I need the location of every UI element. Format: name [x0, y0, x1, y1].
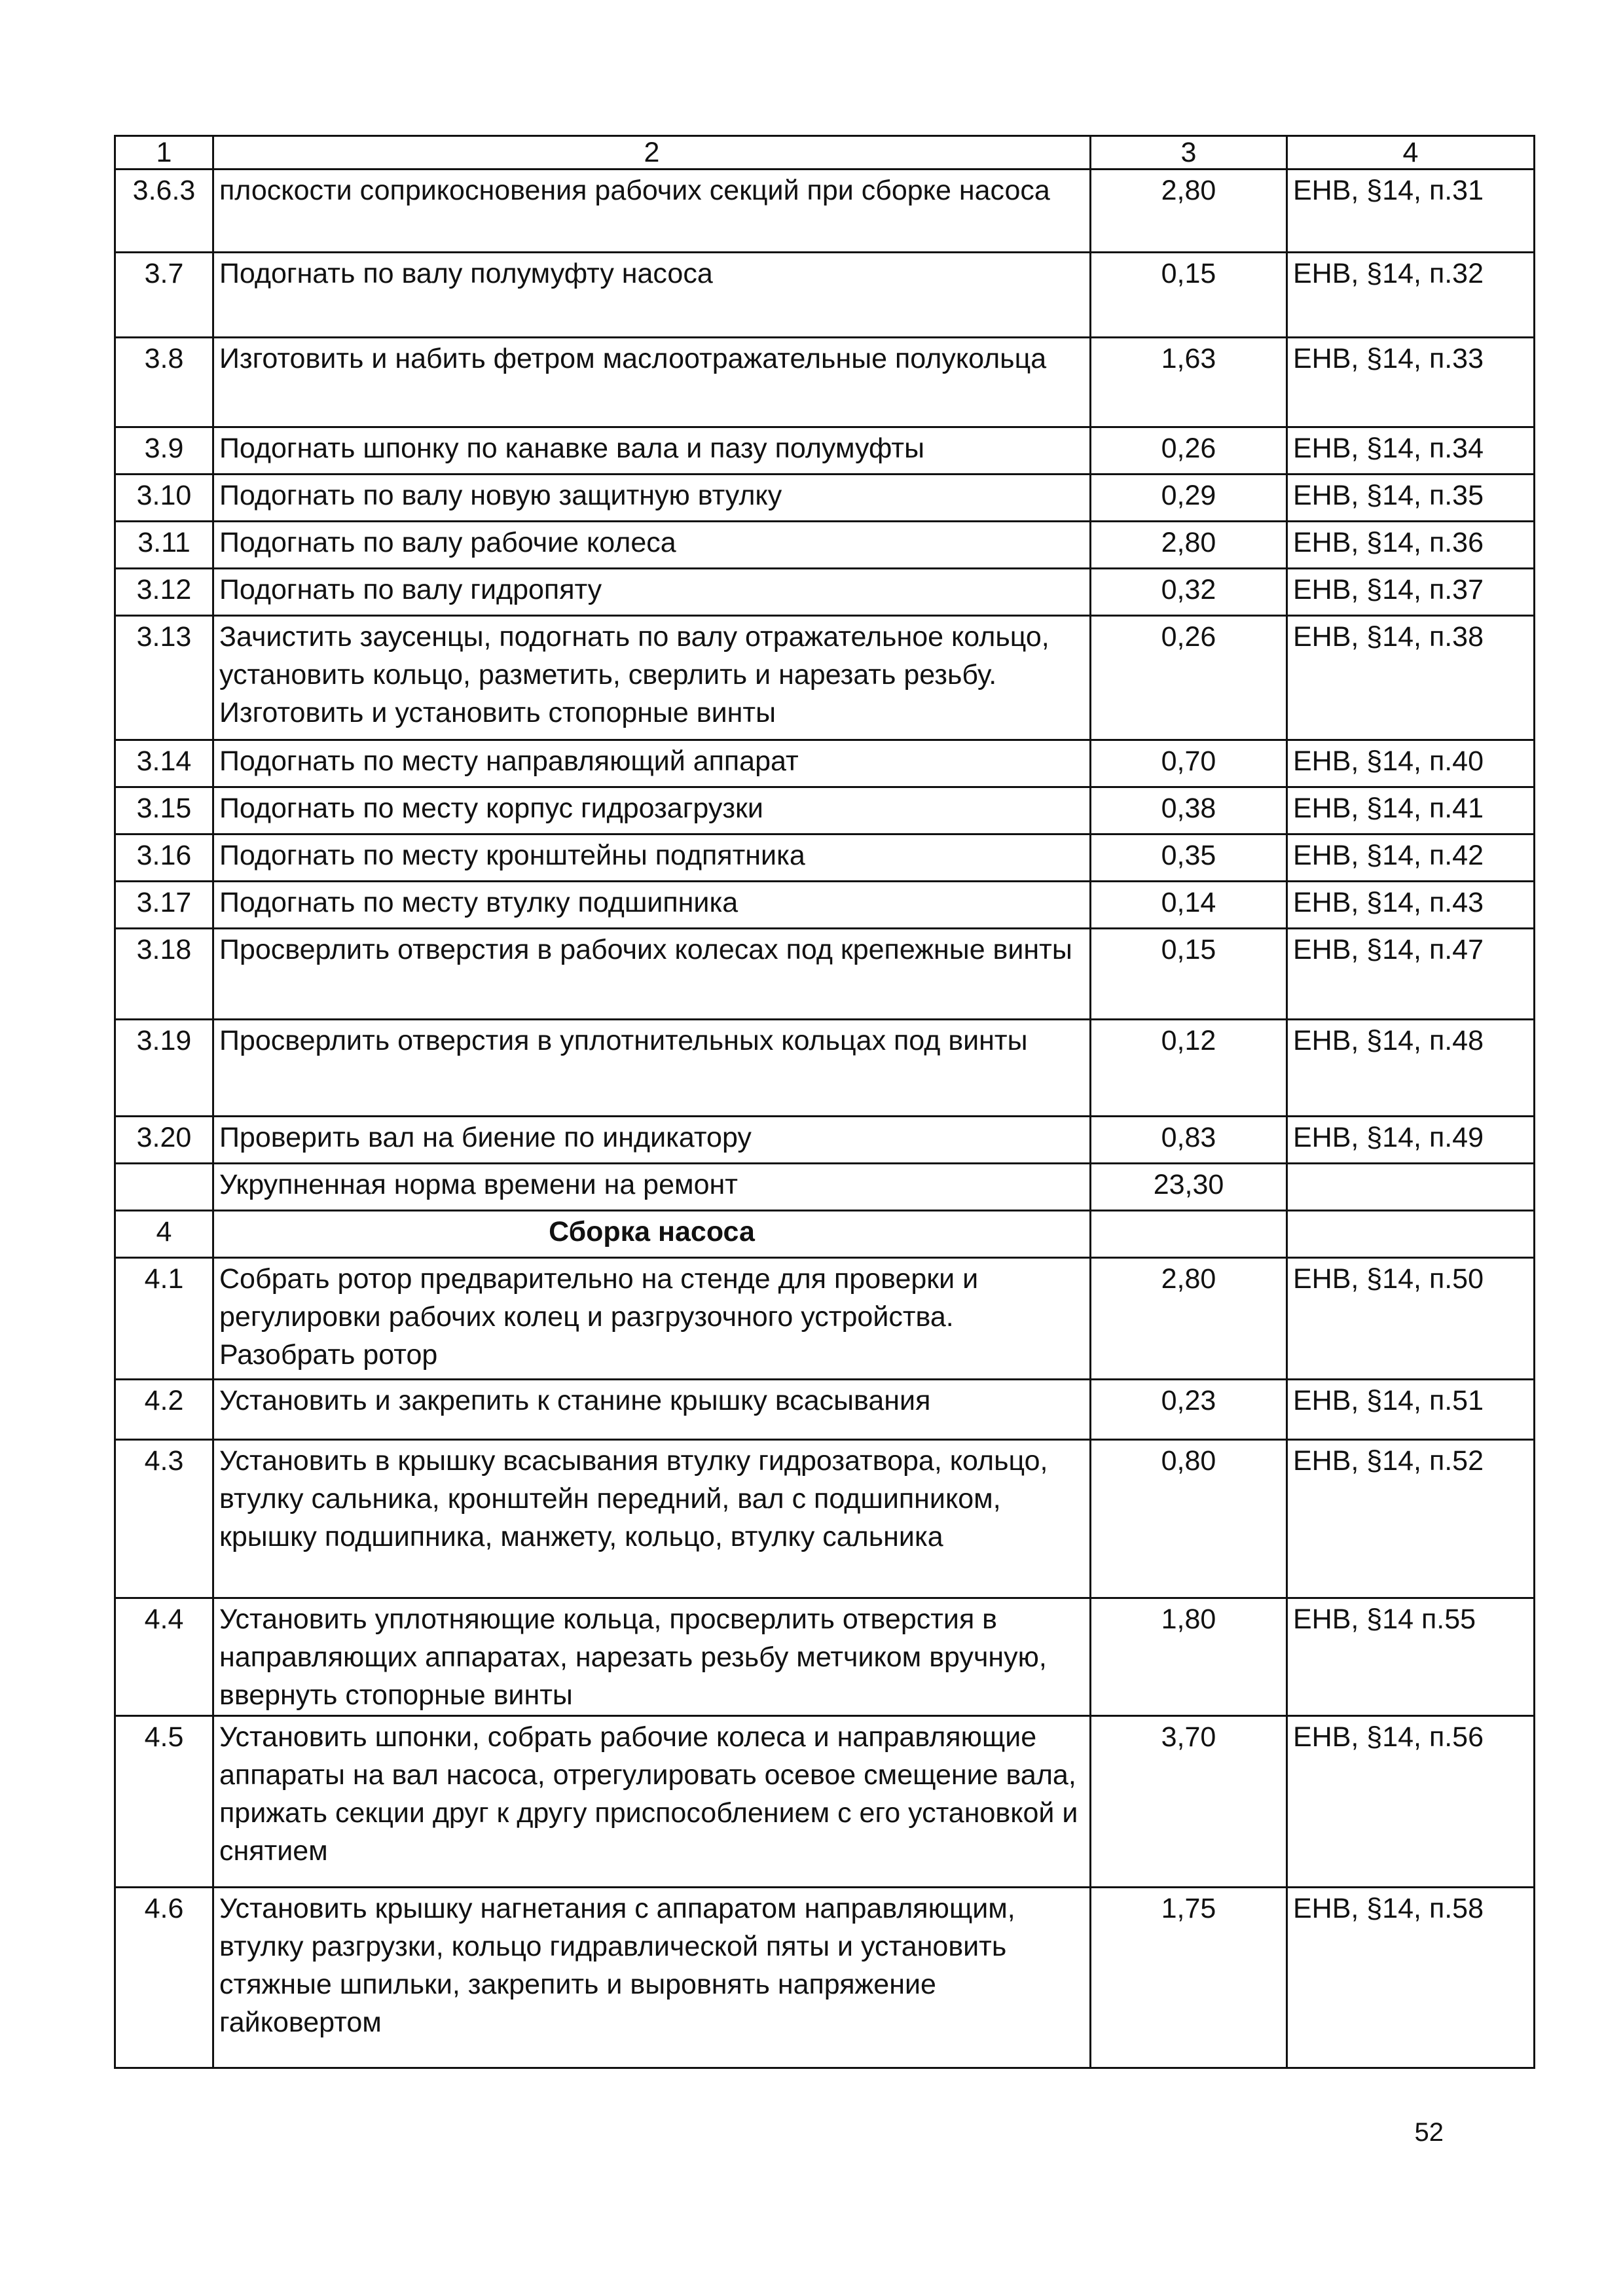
- row-number: [115, 1164, 213, 1211]
- time-norm-value: 0,80: [1091, 1440, 1287, 1598]
- table-row: [115, 338, 1535, 427]
- time-norm-value: 0,38: [1091, 787, 1287, 834]
- norm-reference: ЕНВ, §14, п.56: [1287, 1716, 1535, 1888]
- row-number: 3.13: [115, 616, 213, 740]
- table-row: [115, 1380, 1535, 1440]
- operation-description: Подогнать по месту направляющий аппарат: [213, 740, 1091, 787]
- row-number: 4.4: [115, 1598, 213, 1716]
- operation-description: Подогнать по валу гидропяту: [213, 569, 1091, 616]
- table-row: [115, 253, 1535, 338]
- norm-reference: ЕНВ, §14, п.41: [1287, 787, 1535, 834]
- table-row: [115, 1888, 1535, 2068]
- time-norm-value: 0,14: [1091, 882, 1287, 929]
- row-number: 4.2: [115, 1380, 213, 1440]
- table-row: [115, 522, 1535, 569]
- operation-description: Собрать ротор предварительно на стенде для проверки и регулировки рабочих колец и разгрузочного устройства. Разобрать ротор: [213, 1258, 1091, 1380]
- row-number: 4.5: [115, 1716, 213, 1888]
- total-row: [115, 1164, 1535, 1211]
- column-header-1: 1: [115, 136, 213, 170]
- operation-description: Зачистить заусенцы, подогнать по валу отражательное кольцо, установить кольцо, разметить, сверлить и нарезать резьбу. Изготовить и установить стопорные винты: [213, 616, 1091, 740]
- norm-reference: ЕНВ, §14, п.36: [1287, 522, 1535, 569]
- norm-reference: ЕНВ, §14 п.55: [1287, 1598, 1535, 1716]
- norm-reference: ЕНВ, §14, п.37: [1287, 569, 1535, 616]
- norm-reference: ЕНВ, §14, п.51: [1287, 1380, 1535, 1440]
- operation-description: Установить уплотняющие кольца, просверлить отверстия в направляющих аппаратах, нарезать резьбу метчиком вручную, ввернуть стопорные винты: [213, 1598, 1091, 1716]
- norm-reference: ЕНВ, §14, п.48: [1287, 1020, 1535, 1117]
- operation-description: Просверлить отверстия в уплотнительных кольцах под винты: [213, 1020, 1091, 1117]
- time-norm-value: 0,32: [1091, 569, 1287, 616]
- table-row: [115, 787, 1535, 834]
- section-number: 4: [115, 1211, 213, 1258]
- norm-reference: ЕНВ, §14, п.32: [1287, 253, 1535, 338]
- table-row: [115, 882, 1535, 929]
- operation-description: Подогнать по месту корпус гидрозагрузки: [213, 787, 1091, 834]
- column-header-3: 3: [1091, 136, 1287, 170]
- row-number: 3.7: [115, 253, 213, 338]
- time-norm-value: 0,15: [1091, 929, 1287, 1020]
- operation-description: Установить и закрепить к станине крышку всасывания: [213, 1380, 1091, 1440]
- table-row: [115, 834, 1535, 882]
- row-number: 3.9: [115, 427, 213, 475]
- table-row: [115, 427, 1535, 475]
- operation-description: Просверлить отверстия в рабочих колесах под крепежные винты: [213, 929, 1091, 1020]
- operation-description: Подогнать по валу новую защитную втулку: [213, 475, 1091, 522]
- time-norm-value: 1,63: [1091, 338, 1287, 427]
- norm-reference: ЕНВ, §14, п.35: [1287, 475, 1535, 522]
- section-header-row: [115, 1211, 1535, 1258]
- norm-reference: [1287, 1211, 1535, 1258]
- row-number: 4.6: [115, 1888, 213, 2068]
- time-norm-value: 2,80: [1091, 1258, 1287, 1380]
- row-number: 3.11: [115, 522, 213, 569]
- norm-reference: ЕНВ, §14, п.33: [1287, 338, 1535, 427]
- norm-reference: ЕНВ, §14, п.43: [1287, 882, 1535, 929]
- time-norm-value: [1091, 1211, 1287, 1258]
- table-row: [115, 616, 1535, 740]
- table-row: [115, 1716, 1535, 1888]
- norm-reference: ЕНВ, §14, п.38: [1287, 616, 1535, 740]
- work-norms-table: [114, 135, 1535, 2069]
- operation-description: Подогнать по месту кронштейны подпятника: [213, 834, 1091, 882]
- table-row: [115, 740, 1535, 787]
- table-row: [115, 1258, 1535, 1380]
- total-label: Укрупненная норма времени на ремонт: [213, 1164, 1091, 1211]
- operation-description: Установить крышку нагнетания с аппаратом направляющим, втулку разгрузки, кольцо гидравлической пяты и установить стяжные шпильки, закрепить и выровнять напряжение гайковертом: [213, 1888, 1091, 2068]
- row-number: 3.14: [115, 740, 213, 787]
- table-row: [115, 1020, 1535, 1117]
- row-number: 3.15: [115, 787, 213, 834]
- row-number: 3.12: [115, 569, 213, 616]
- time-norm-value: 0,26: [1091, 616, 1287, 740]
- operation-description: Подогнать по валу рабочие колеса: [213, 522, 1091, 569]
- table-row: [115, 1598, 1535, 1716]
- norm-reference: [1287, 1164, 1535, 1211]
- row-number: 3.19: [115, 1020, 213, 1117]
- time-norm-value: 0,29: [1091, 475, 1287, 522]
- table-row: [115, 170, 1535, 253]
- table-row: [115, 569, 1535, 616]
- operation-description: Подогнать по месту втулку подшипника: [213, 882, 1091, 929]
- norm-reference: ЕНВ, §14, п.47: [1287, 929, 1535, 1020]
- norm-reference: ЕНВ, §14, п.42: [1287, 834, 1535, 882]
- operation-description: Подогнать по валу полумуфту насоса: [213, 253, 1091, 338]
- time-norm-value: 1,75: [1091, 1888, 1287, 2068]
- time-norm-value: 3,70: [1091, 1716, 1287, 1888]
- operation-description: Установить шпонки, собрать рабочие колеса и направляющие аппараты на вал насоса, отрегулировать осевое смещение вала, прижать секции друг к другу приспособлением с его установкой и снятием: [213, 1716, 1091, 1888]
- time-norm-value: 0,15: [1091, 253, 1287, 338]
- table-header-row: [115, 136, 1535, 170]
- norm-reference: ЕНВ, §14, п.49: [1287, 1117, 1535, 1164]
- time-norm-value: 2,80: [1091, 170, 1287, 253]
- time-norm-value: 2,80: [1091, 522, 1287, 569]
- operation-description: Установить в крышку всасывания втулку гидрозатвора, кольцо, втулку сальника, кронштейн передний, вал с подшипником, крышку подшипника, манжету, кольцо, втулку сальника: [213, 1440, 1091, 1598]
- time-norm-value: 0,70: [1091, 740, 1287, 787]
- norm-reference: ЕНВ, §14, п.52: [1287, 1440, 1535, 1598]
- column-header-2: 2: [213, 136, 1091, 170]
- time-norm-value: 1,80: [1091, 1598, 1287, 1716]
- time-norm-value: 0,35: [1091, 834, 1287, 882]
- norm-reference: ЕНВ, §14, п.50: [1287, 1258, 1535, 1380]
- norm-reference: ЕНВ, §14, п.40: [1287, 740, 1535, 787]
- norm-reference: ЕНВ, §14, п.31: [1287, 170, 1535, 253]
- time-norm-value: 0,23: [1091, 1380, 1287, 1440]
- section-title: Сборка насоса: [213, 1211, 1091, 1258]
- table-row: [115, 1440, 1535, 1598]
- operation-description: Изготовить и набить фетром маслоотражательные полукольца: [213, 338, 1091, 427]
- operation-description: плоскости соприкосновения рабочих секций при сборке насоса: [213, 170, 1091, 253]
- document-page: [114, 135, 1533, 2069]
- time-norm-value: 0,12: [1091, 1020, 1287, 1117]
- operation-description: Проверить вал на биение по индикатору: [213, 1117, 1091, 1164]
- table-row: [115, 1117, 1535, 1164]
- norm-reference: ЕНВ, §14, п.34: [1287, 427, 1535, 475]
- row-number: 3.20: [115, 1117, 213, 1164]
- operation-description: Подогнать шпонку по канавке вала и пазу полумуфты: [213, 427, 1091, 475]
- table-row: [115, 929, 1535, 1020]
- row-number: 3.10: [115, 475, 213, 522]
- page-number: 52: [1414, 2118, 1444, 2147]
- row-number: 3.18: [115, 929, 213, 1020]
- time-norm-value: 0,26: [1091, 427, 1287, 475]
- total-value: 23,30: [1091, 1164, 1287, 1211]
- row-number: 3.6.3: [115, 170, 213, 253]
- row-number: 3.16: [115, 834, 213, 882]
- row-number: 3.8: [115, 338, 213, 427]
- norm-reference: ЕНВ, §14, п.58: [1287, 1888, 1535, 2068]
- row-number: 3.17: [115, 882, 213, 929]
- time-norm-value: 0,83: [1091, 1117, 1287, 1164]
- table-row: [115, 475, 1535, 522]
- row-number: 4.1: [115, 1258, 213, 1380]
- row-number: 4.3: [115, 1440, 213, 1598]
- column-header-4: 4: [1287, 136, 1535, 170]
